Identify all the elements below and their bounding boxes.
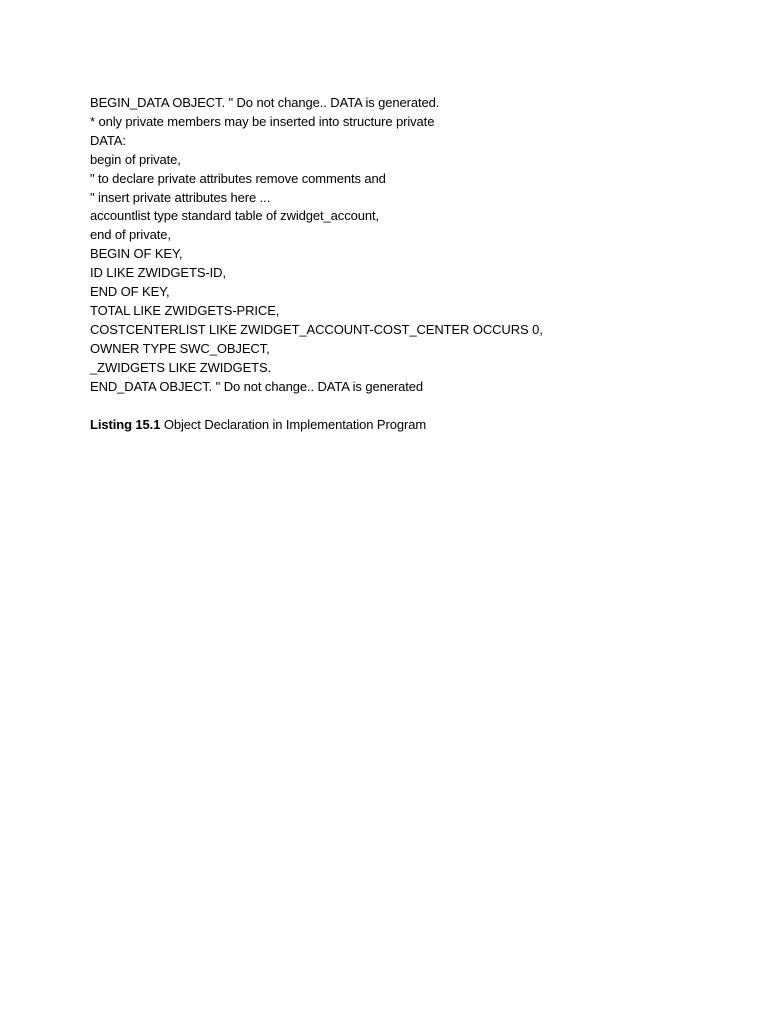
code-line: begin of private, [90, 151, 181, 167]
code-line: TOTAL LIKE ZWIDGETS-PRICE, [90, 302, 280, 318]
code-line: end of private, [90, 227, 171, 243]
code-line: BEGIN OF KEY, [90, 246, 183, 262]
caption-label: Listing 15.1 [90, 417, 161, 432]
code-line: COSTCENTERLIST LIKE ZWIDGET_ACCOUNT-COST_CENTER OCCURS 0, [90, 321, 543, 337]
code-line: OWNER TYPE SWC_OBJECT, [90, 340, 270, 356]
code-line: _ZWIDGETS LIKE ZWIDGETS. [90, 359, 272, 375]
code-line: END OF KEY, [90, 284, 170, 300]
code-line: BEGIN_DATA OBJECT. " Do not change.. DATA is generated. [90, 95, 440, 110]
code-line: ID LIKE ZWIDGETS-ID, [90, 265, 226, 281]
listing-caption [90, 416, 426, 435]
caption-text: Object Declaration in Implementation Program [160, 417, 427, 432]
code-line: accountlist type standard table of zwidget_account, [90, 208, 380, 224]
code-line: " insert private attributes here ... [90, 189, 271, 205]
code-line: " to declare private attributes remove comments and [90, 170, 386, 186]
code-listing [90, 94, 730, 397]
code-line: DATA: [90, 132, 126, 148]
code-line: * only private members may be inserted into structure private [90, 113, 435, 129]
code-line: END_DATA OBJECT. " Do not change.. DATA is generated [90, 378, 423, 394]
